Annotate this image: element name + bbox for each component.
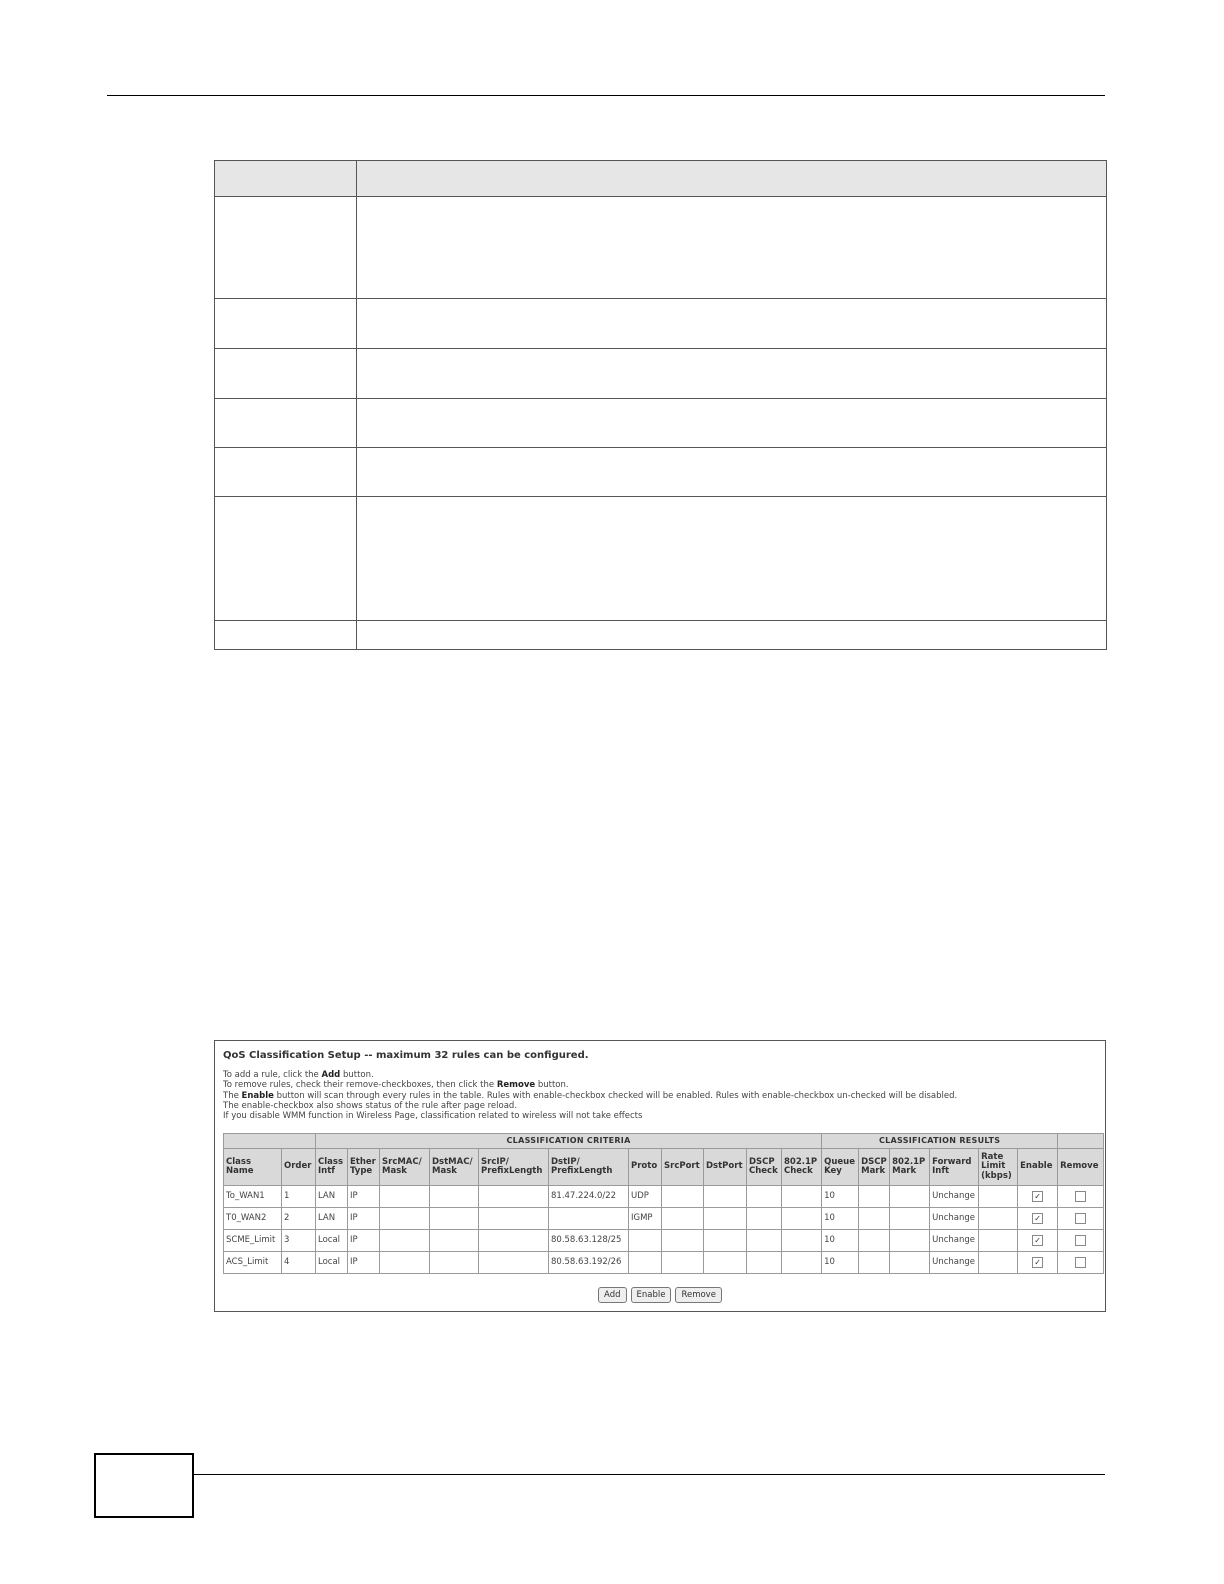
cell-ether-type: IP bbox=[348, 1208, 380, 1230]
desc-header-description bbox=[357, 161, 1107, 197]
cell-remove-checkbox bbox=[1058, 1230, 1104, 1252]
cell-srcip bbox=[479, 1208, 549, 1230]
enable-checkbox[interactable]: ✓ bbox=[1032, 1235, 1043, 1246]
group-header-row bbox=[224, 1134, 1104, 1149]
remove-checkbox[interactable] bbox=[1075, 1257, 1086, 1268]
instruction-enable: The Enable button will scan through every rules in the table. Rules with enable-checkbox checked will be enabled. Rules with enable-checkbox un-checked will be disabled. bbox=[223, 1090, 958, 1101]
col-dstport: DstPort bbox=[704, 1149, 747, 1186]
cell-dstip: 80.58.63.192/26 bbox=[549, 1252, 629, 1274]
cell-8021p-check bbox=[782, 1252, 822, 1274]
cell-class-intf: Local bbox=[316, 1230, 348, 1252]
cell-8021p-check bbox=[782, 1230, 822, 1252]
group-header-blank bbox=[1058, 1134, 1104, 1149]
cell-order: 2 bbox=[282, 1208, 316, 1230]
cell-srcmac bbox=[380, 1186, 430, 1208]
cell-class-name: ACS_Limit bbox=[224, 1252, 282, 1274]
cell-ether-type: IP bbox=[348, 1186, 380, 1208]
cell-remove-checkbox bbox=[1058, 1186, 1104, 1208]
cell-dstport bbox=[704, 1186, 747, 1208]
col-class-intf: Class Intf bbox=[316, 1149, 348, 1186]
enable-checkbox[interactable]: ✓ bbox=[1032, 1191, 1043, 1202]
table-row bbox=[224, 1252, 1104, 1274]
cell-8021p-mark bbox=[890, 1186, 930, 1208]
remove-checkbox[interactable] bbox=[1075, 1191, 1086, 1202]
table-row bbox=[224, 1230, 1104, 1252]
description-table bbox=[214, 160, 1107, 650]
cell-rate-limit bbox=[979, 1208, 1018, 1230]
instruction-remove: To remove rules, check their remove-checkboxes, then click the Remove button. bbox=[223, 1080, 569, 1091]
cell-srcmac bbox=[380, 1208, 430, 1230]
cell-8021p-check bbox=[782, 1186, 822, 1208]
cell-dstport bbox=[704, 1208, 747, 1230]
cell-rate-limit bbox=[979, 1252, 1018, 1274]
cell-class-intf: LAN bbox=[316, 1208, 348, 1230]
cell-class-intf: LAN bbox=[316, 1186, 348, 1208]
cell-enable-checkbox bbox=[1018, 1186, 1058, 1208]
col-srcmac: SrcMAC/ Mask bbox=[380, 1149, 430, 1186]
col-dscp-mark: DSCP Mark bbox=[859, 1149, 890, 1186]
group-header-criteria: CLASSIFICATION CRITERIA bbox=[316, 1134, 822, 1149]
column-header-row bbox=[224, 1149, 1104, 1186]
enable-checkbox[interactable]: ✓ bbox=[1032, 1257, 1043, 1268]
cell-dstmac bbox=[430, 1208, 479, 1230]
table-row bbox=[224, 1208, 1104, 1230]
cell-dscp-check bbox=[747, 1230, 782, 1252]
add-button[interactable]: Add bbox=[598, 1287, 626, 1303]
footer-rule bbox=[192, 1474, 1105, 1475]
panel-title: QoS Classification Setup -- maximum 32 rules can be configured. bbox=[223, 1050, 589, 1061]
instruction-wmm: If you disable WMM function in Wireless Page, classification related to wireless will not take effects bbox=[223, 1111, 643, 1122]
cell-ether-type: IP bbox=[348, 1230, 380, 1252]
cell-srcmac bbox=[380, 1252, 430, 1274]
instruction-status: The enable-checkbox also shows status of the rule after page reload. bbox=[223, 1100, 518, 1111]
col-forward-inft: Forward Inft bbox=[930, 1149, 979, 1186]
enable-checkbox[interactable]: ✓ bbox=[1032, 1213, 1043, 1224]
cell-proto bbox=[629, 1252, 662, 1274]
cell-class-name: SCME_Limit bbox=[224, 1230, 282, 1252]
enable-button[interactable]: Enable bbox=[631, 1287, 672, 1303]
qos-classification-panel bbox=[214, 1040, 1106, 1312]
desc-header-label bbox=[215, 161, 357, 197]
cell-8021p-mark bbox=[890, 1230, 930, 1252]
col-queue-key: Queue Key bbox=[822, 1149, 859, 1186]
cell-queue-key: 10 bbox=[822, 1186, 859, 1208]
cell-dscp-check bbox=[747, 1252, 782, 1274]
cell-remove-checkbox bbox=[1058, 1208, 1104, 1230]
cell-8021p-mark bbox=[890, 1252, 930, 1274]
col-enable: Enable bbox=[1018, 1149, 1058, 1186]
cell-dstmac bbox=[430, 1230, 479, 1252]
page-number-box bbox=[94, 1453, 194, 1518]
cell-dstmac bbox=[430, 1186, 479, 1208]
cell-dstip: 81.47.224.0/22 bbox=[549, 1186, 629, 1208]
cell-srcmac bbox=[380, 1230, 430, 1252]
cell-proto bbox=[629, 1230, 662, 1252]
cell-forward-inft: Unchange bbox=[930, 1230, 979, 1252]
qos-rules-table bbox=[223, 1133, 1104, 1274]
cell-dscp-mark bbox=[859, 1186, 890, 1208]
cell-rate-limit bbox=[979, 1230, 1018, 1252]
cell-enable-checkbox bbox=[1018, 1230, 1058, 1252]
cell-order: 1 bbox=[282, 1186, 316, 1208]
cell-forward-inft: Unchange bbox=[930, 1252, 979, 1274]
cell-dstip bbox=[549, 1208, 629, 1230]
cell-dscp-mark bbox=[859, 1230, 890, 1252]
cell-dscp-check bbox=[747, 1186, 782, 1208]
group-header-blank bbox=[224, 1134, 316, 1149]
cell-forward-inft: Unchange bbox=[930, 1208, 979, 1230]
col-proto: Proto bbox=[629, 1149, 662, 1186]
col-remove: Remove bbox=[1058, 1149, 1104, 1186]
qos-rules-body bbox=[224, 1186, 1104, 1274]
cell-queue-key: 10 bbox=[822, 1230, 859, 1252]
cell-queue-key: 10 bbox=[822, 1252, 859, 1274]
col-dscp-check: DSCP Check bbox=[747, 1149, 782, 1186]
group-header-results: CLASSIFICATION RESULTS bbox=[822, 1134, 1058, 1149]
desc-row bbox=[215, 621, 1107, 650]
cell-rate-limit bbox=[979, 1186, 1018, 1208]
col-8021p-mark: 802.1P Mark bbox=[890, 1149, 930, 1186]
cell-srcport bbox=[662, 1208, 704, 1230]
cell-order: 4 bbox=[282, 1252, 316, 1274]
instruction-add: To add a rule, click the Add button. bbox=[223, 1070, 374, 1080]
cell-srcip bbox=[479, 1252, 549, 1274]
cell-srcip bbox=[479, 1230, 549, 1252]
table-row bbox=[224, 1186, 1104, 1208]
col-8021p-check: 802.1P Check bbox=[782, 1149, 822, 1186]
col-dstmac: DstMAC/ Mask bbox=[430, 1149, 479, 1186]
col-dstip: DstIP/ PrefixLength bbox=[549, 1149, 629, 1186]
cell-srcport bbox=[662, 1252, 704, 1274]
cell-srcip bbox=[479, 1186, 549, 1208]
col-srcport: SrcPort bbox=[662, 1149, 704, 1186]
cell-dscp-check bbox=[747, 1208, 782, 1230]
cell-queue-key: 10 bbox=[822, 1208, 859, 1230]
cell-enable-checkbox bbox=[1018, 1208, 1058, 1230]
cell-order: 3 bbox=[282, 1230, 316, 1252]
cell-proto: UDP bbox=[629, 1186, 662, 1208]
cell-class-name: To_WAN1 bbox=[224, 1186, 282, 1208]
desc-row bbox=[215, 448, 1107, 497]
header-rule bbox=[107, 95, 1105, 96]
cell-class-name: T0_WAN2 bbox=[224, 1208, 282, 1230]
desc-row bbox=[215, 349, 1107, 399]
cell-srcport bbox=[662, 1186, 704, 1208]
col-class-name: Class Name bbox=[224, 1149, 282, 1186]
cell-dstport bbox=[704, 1252, 747, 1274]
cell-proto: IGMP bbox=[629, 1208, 662, 1230]
col-rate-limit: Rate Limit (kbps) bbox=[979, 1149, 1018, 1186]
remove-button[interactable]: Remove bbox=[675, 1287, 722, 1303]
cell-ether-type: IP bbox=[348, 1252, 380, 1274]
cell-dstip: 80.58.63.128/25 bbox=[549, 1230, 629, 1252]
desc-row bbox=[215, 497, 1107, 621]
col-ether-type: Ether Type bbox=[348, 1149, 380, 1186]
cell-enable-checkbox bbox=[1018, 1252, 1058, 1274]
col-order: Order bbox=[282, 1149, 316, 1186]
cell-8021p-mark bbox=[890, 1208, 930, 1230]
cell-forward-inft: Unchange bbox=[930, 1186, 979, 1208]
desc-row bbox=[215, 299, 1107, 349]
col-srcip: SrcIP/ PrefixLength bbox=[479, 1149, 549, 1186]
cell-dscp-mark bbox=[859, 1252, 890, 1274]
cell-class-intf: Local bbox=[316, 1252, 348, 1274]
cell-dscp-mark bbox=[859, 1208, 890, 1230]
desc-row bbox=[215, 399, 1107, 448]
desc-table-header bbox=[215, 161, 1107, 197]
cell-8021p-check bbox=[782, 1208, 822, 1230]
cell-dstport bbox=[704, 1230, 747, 1252]
cell-remove-checkbox bbox=[1058, 1252, 1104, 1274]
button-bar bbox=[215, 1287, 1105, 1303]
desc-row bbox=[215, 197, 1107, 299]
remove-checkbox[interactable] bbox=[1075, 1213, 1086, 1224]
cell-srcport bbox=[662, 1230, 704, 1252]
remove-checkbox[interactable] bbox=[1075, 1235, 1086, 1246]
cell-dstmac bbox=[430, 1252, 479, 1274]
